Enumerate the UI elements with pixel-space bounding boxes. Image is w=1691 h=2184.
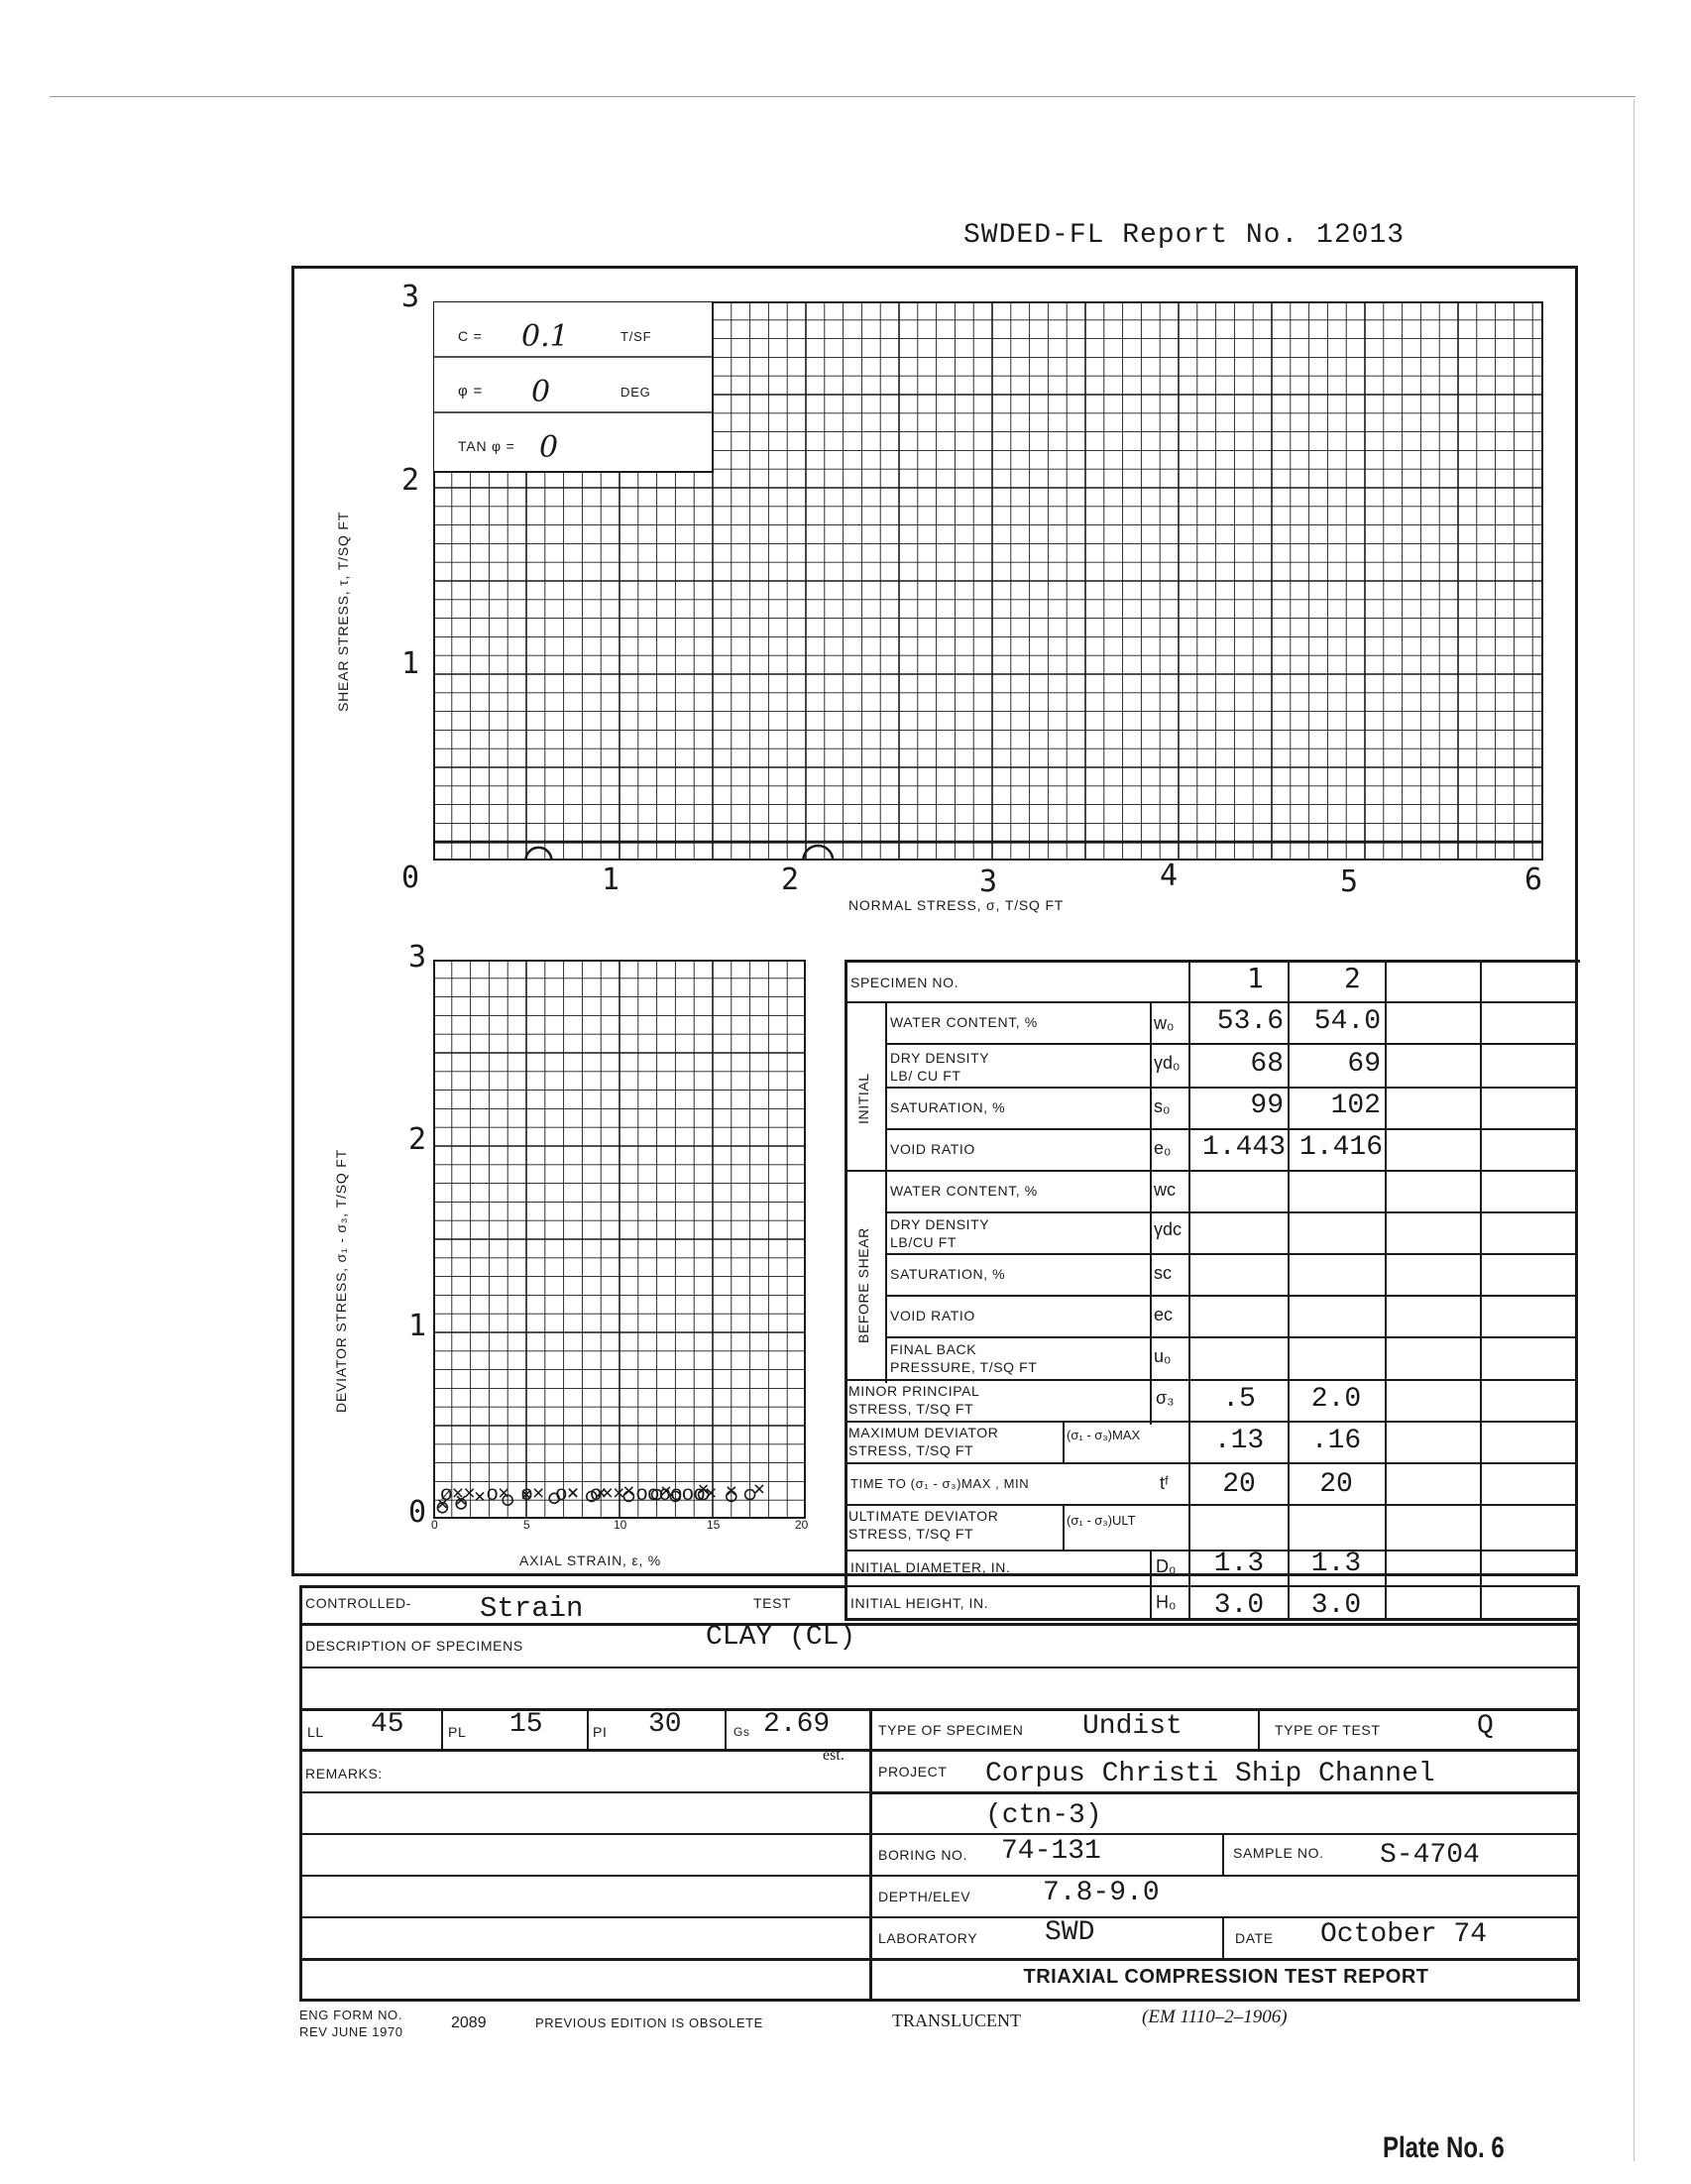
depth-value: 7.8-9.0 (1043, 1878, 1160, 1908)
shear-plot (433, 301, 1543, 861)
specimen-1-header: 1 (1247, 962, 1264, 994)
deviator-marks: ø×× o× o× o× o×× oooooo× (440, 1484, 717, 1507)
pi-label: PI (593, 1724, 608, 1740)
row-do-sym: D₀ (1156, 1556, 1177, 1576)
shear-ytick-2: 2 (401, 463, 420, 498)
date-value: October 74 (1320, 1919, 1488, 1950)
mohr-circle-2 (803, 846, 833, 861)
dev-xtick-10: 10 (614, 1518, 627, 1532)
controlled-value: Strain (480, 1592, 584, 1625)
row-gdo-v2: 69 (1347, 1049, 1381, 1080)
gs-note: est. (823, 1747, 845, 1764)
sample-value: S-4704 (1380, 1840, 1480, 1871)
lab-value: SWD (1045, 1917, 1095, 1948)
dev-xtick-15: 15 (707, 1518, 721, 1532)
shear-xtick-6: 6 (1524, 862, 1543, 897)
dev-ytick-1: 1 (408, 1309, 427, 1343)
report-number: SWDED-FL Report No. 12013 (963, 220, 1406, 251)
row-wc-label: WATER CONTENT, % (890, 1183, 1038, 1199)
row-tf-sym: tᶠ (1160, 1473, 1170, 1493)
shear-ytick-0: 0 (401, 861, 420, 895)
form-number: 2089 (451, 2014, 487, 2031)
type-specimen-value: Undist (1082, 1711, 1183, 1742)
rev-date: REV JUNE 1970 (299, 2024, 403, 2039)
row-ec-sym: eᴄ (1154, 1305, 1174, 1324)
row-eo-label: VOID RATIO (890, 1141, 975, 1157)
row-gdo-label: DRY DENSITY LB/ CU FT (890, 1050, 990, 1084)
shear-xtick-1: 1 (602, 862, 620, 897)
group-before-shear-label: BEFORE SHEAR (855, 1227, 871, 1343)
remarks-label: REMARKS: (305, 1766, 383, 1782)
dev-xtick-5: 5 (523, 1518, 530, 1532)
row-ult-label: ULTIMATE DEVIATOR STRESS, T/SQ FT (848, 1508, 999, 1542)
dev-ytick-2: 2 (408, 1122, 427, 1157)
row-wo-label: WATER CONTENT, % (890, 1014, 1038, 1030)
phi-unit: DEG (620, 385, 651, 400)
phi-value: 0 (531, 375, 551, 409)
gs-value: 2.69 (763, 1709, 831, 1740)
row-ho-v2: 3.0 (1310, 1590, 1362, 1621)
scan-edge-line (50, 96, 1635, 97)
row-s3-v1: .5 (1222, 1384, 1256, 1415)
row-s3-v2: 2.0 (1310, 1384, 1362, 1415)
c-label: C = (458, 328, 483, 344)
row-do-v1: 1.3 (1213, 1549, 1265, 1579)
row-maxdev-v2: .16 (1310, 1426, 1362, 1456)
row-sc-sym: sᴄ (1154, 1263, 1172, 1283)
plate-number: Plate No. 6 (1383, 2131, 1505, 2164)
row-so-v2: 102 (1330, 1091, 1381, 1121)
type-specimen-label: TYPE OF SPECIMEN (878, 1722, 1024, 1738)
em-reference: (EM 1110–2–1906) (1142, 2007, 1288, 2027)
row-ult-sym: (σ₁ - σ₃)ULT (1067, 1513, 1136, 1528)
dev-ytick-3: 3 (408, 940, 427, 975)
report-title: TRIAXIAL COMPRESSION TEST REPORT (1023, 1966, 1429, 1988)
row-so-sym: s₀ (1154, 1096, 1171, 1116)
row-do-v2: 1.3 (1310, 1549, 1362, 1579)
project-value: Corpus Christi Ship Channel (985, 1759, 1435, 1789)
row-ho-sym: H₀ (1156, 1592, 1177, 1612)
specimen-2-header: 2 (1344, 962, 1361, 994)
c-unit: T/SF (620, 329, 652, 344)
row-wo-v1: 53.6 (1216, 1006, 1284, 1037)
row-gdc-sym: γdᴄ (1154, 1219, 1183, 1239)
row-maxdev-sym: (σ₁ - σ₃)MAX (1067, 1428, 1141, 1442)
pl-value: 15 (509, 1709, 543, 1740)
shear-xtick-3: 3 (979, 864, 998, 899)
gs-label: Gs (733, 1725, 750, 1739)
row-gdc-label: DRY DENSITY LB/CU FT (890, 1216, 990, 1250)
dev-xtick-20: 20 (795, 1518, 809, 1532)
group-initial-label: INITIAL (855, 1073, 871, 1124)
scan-edge-right (1634, 99, 1635, 2161)
row-gdo-sym: γd₀ (1154, 1053, 1181, 1073)
tan-phi-label: TAN φ = (458, 438, 515, 454)
row-ho-v1: 3.0 (1213, 1590, 1265, 1621)
deviator-ylabel: DEVIATOR STRESS, σ₁ - σ₃, T/SQ FT (333, 1149, 349, 1413)
sample-label: SAMPLE NO. (1233, 1845, 1324, 1861)
desc-label: DESCRIPTION OF SPECIMENS (305, 1638, 523, 1654)
depth-label: DEPTH/ELEV (878, 1889, 971, 1904)
row-eo-v1: 1.443 (1201, 1132, 1286, 1163)
translucent-label: TRANSLUCENT (892, 2011, 1021, 2030)
tan-phi-value: 0 (539, 430, 559, 465)
row-so-v1: 99 (1250, 1091, 1284, 1121)
desc-value: CLAY (CL) (706, 1622, 856, 1653)
row-ec-label: VOID RATIO (890, 1308, 975, 1323)
specimen-2-point (755, 1485, 763, 1493)
row-maxdev-v1: .13 (1213, 1426, 1265, 1456)
row-s3-label: MINOR PRINCIPAL STRESS, T/SQ FT (848, 1383, 980, 1417)
project-label: PROJECT (878, 1764, 948, 1780)
shear-xlabel: NORMAL STRESS, σ, T/SQ FT (848, 897, 1065, 913)
row-tf-label: TIME TO (σ₁ - σ₃)MAX , MIN (850, 1476, 1030, 1491)
date-label: DATE (1235, 1930, 1274, 1946)
lab-label: LABORATORY (878, 1930, 978, 1946)
controlled-label: CONTROLLED- (305, 1595, 411, 1611)
row-ho-label: INITIAL HEIGHT, IN. (850, 1595, 989, 1611)
row-gdo-v1: 68 (1250, 1049, 1284, 1080)
type-test-label: TYPE OF TEST (1275, 1722, 1381, 1738)
c-value: 0.1 (521, 319, 569, 354)
dev-ytick-0: 0 (408, 1495, 427, 1530)
row-s3-sym: σ₃ (1156, 1388, 1175, 1408)
row-tf-v2: 20 (1319, 1469, 1353, 1500)
shear-ytick-1: 1 (401, 646, 420, 681)
pi-value: 30 (648, 1709, 682, 1740)
ll-value: 45 (371, 1709, 404, 1740)
row-maxdev-label: MAXIMUM DEVIATOR STRESS, T/SQ FT (848, 1425, 999, 1458)
row-so-label: SATURATION, % (890, 1099, 1006, 1115)
shear-ylabel: SHEAR STRESS, τ, T/SQ FT (335, 511, 351, 712)
row-wo-v2: 54.0 (1313, 1006, 1381, 1037)
row-sc-label: SATURATION, % (890, 1266, 1006, 1282)
project-value-line2: (ctn-3) (985, 1800, 1102, 1831)
ll-label: LL (307, 1724, 324, 1740)
boring-value: 74-131 (1001, 1836, 1101, 1867)
row-tf-v1: 20 (1222, 1469, 1256, 1500)
previous-edition: PREVIOUS EDITION IS OBSOLETE (535, 2015, 763, 2030)
dev-xtick-0: 0 (431, 1518, 438, 1532)
row-wc-sym: wᴄ (1154, 1180, 1176, 1200)
row-eo-sym: e₀ (1154, 1138, 1172, 1158)
deviator-xlabel: AXIAL STRAIN, ε, % (519, 1552, 662, 1568)
pl-label: PL (448, 1724, 467, 1740)
row-uo-label: FINAL BACK PRESSURE, T/SQ FT (890, 1341, 1038, 1375)
boring-label: BORING NO. (878, 1847, 968, 1863)
shear-xtick-4: 4 (1160, 859, 1179, 893)
phi-label: φ = (458, 383, 484, 400)
shear-xtick-2: 2 (781, 862, 800, 897)
row-do-label: INITIAL DIAMETER, IN. (850, 1559, 1011, 1575)
row-wo-sym: w₀ (1154, 1013, 1175, 1033)
specimen-no-label: SPECIMEN NO. (850, 975, 959, 990)
test-label: TEST (753, 1595, 792, 1611)
shear-ytick-3: 3 (401, 280, 420, 314)
shear-xtick-5: 5 (1340, 864, 1359, 899)
deviator-plot (433, 960, 806, 1519)
row-eo-v2: 1.416 (1298, 1132, 1383, 1163)
type-test-value: Q (1477, 1711, 1494, 1742)
eng-form-label: ENG FORM NO. (299, 2008, 402, 2022)
row-uo-sym: u₀ (1154, 1346, 1172, 1366)
